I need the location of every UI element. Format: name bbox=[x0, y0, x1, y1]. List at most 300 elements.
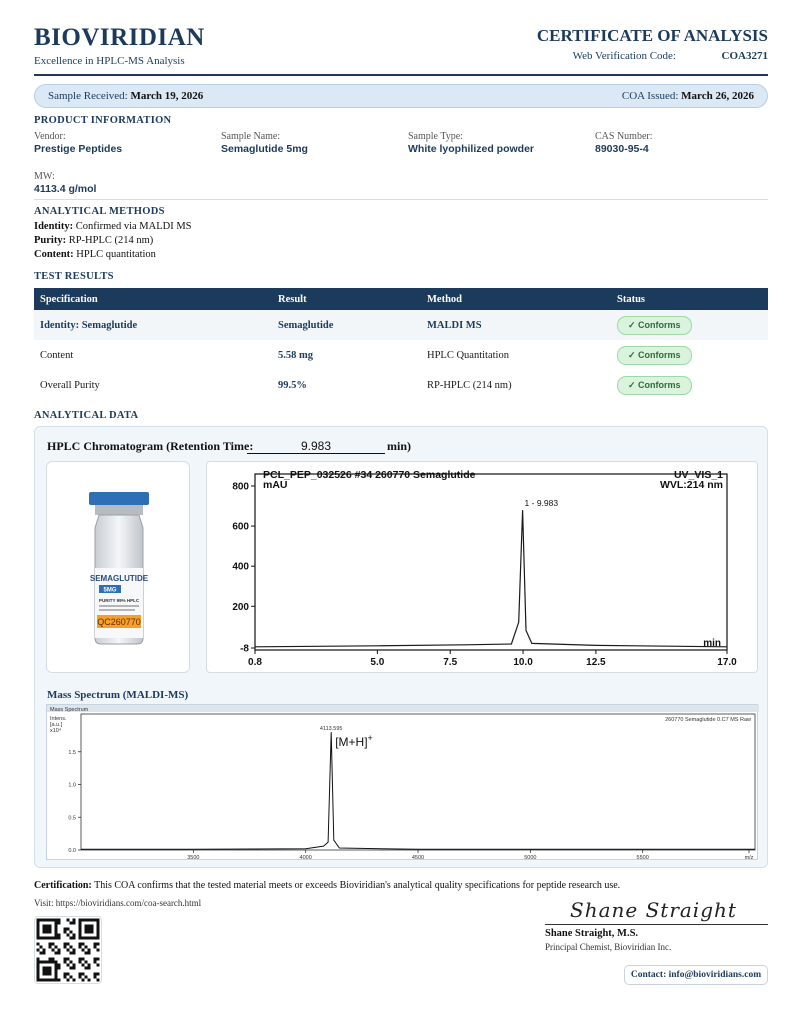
qr-module bbox=[55, 970, 58, 973]
qr-module bbox=[49, 943, 52, 946]
qr-module bbox=[67, 949, 70, 952]
row-status bbox=[611, 340, 768, 370]
qr-module bbox=[79, 928, 82, 931]
qr-module bbox=[52, 937, 55, 940]
chromatogram-chart bbox=[207, 462, 759, 674]
qr-module bbox=[55, 922, 58, 925]
qr-module bbox=[82, 964, 85, 967]
qr-module bbox=[73, 952, 76, 955]
qr-module bbox=[49, 979, 52, 982]
qr-module bbox=[97, 925, 100, 928]
certification-statement bbox=[34, 880, 620, 891]
row-method: MALDI MS bbox=[421, 310, 611, 340]
qr-module bbox=[97, 964, 100, 967]
verification-label: Web Verification Code: bbox=[572, 50, 676, 62]
qr-module bbox=[67, 958, 70, 961]
qr-module bbox=[79, 958, 82, 961]
signature: Shane Straight bbox=[570, 898, 737, 922]
qr-module bbox=[82, 979, 85, 982]
row-spec: Overall Purity bbox=[40, 379, 100, 391]
qr-module bbox=[43, 925, 46, 928]
qr-module bbox=[46, 928, 49, 931]
qr-module bbox=[79, 931, 82, 934]
chromatogram-x-tick-label: 0.8 bbox=[248, 657, 262, 668]
qr-module bbox=[37, 934, 40, 937]
qr-module bbox=[64, 973, 67, 976]
qr-module bbox=[94, 946, 97, 949]
chromatogram-detector: UV_VIS_1 bbox=[673, 469, 723, 481]
qr-module bbox=[43, 961, 46, 964]
mass-spectrum-title: Mass Spectrum (MALDI-MS) bbox=[47, 689, 189, 701]
qr-module bbox=[70, 931, 73, 934]
results-table bbox=[34, 288, 768, 400]
qr-module bbox=[52, 919, 55, 922]
qr-module bbox=[88, 931, 91, 934]
qr-module bbox=[94, 937, 97, 940]
qr-module bbox=[46, 970, 49, 973]
chromatogram-wavelength: WVL:214 nm bbox=[659, 479, 723, 491]
qr-module bbox=[46, 931, 49, 934]
ms-y-tick-label: 1.0 bbox=[68, 782, 76, 789]
ms-x-tick-label: 5500 bbox=[636, 855, 649, 861]
qr-module bbox=[97, 934, 100, 937]
qr-module bbox=[97, 958, 100, 961]
qr-module bbox=[70, 967, 73, 970]
vial-fineprint bbox=[99, 605, 139, 607]
verification-code: COA3271 bbox=[721, 50, 768, 62]
qr-module bbox=[55, 976, 58, 979]
row-status bbox=[611, 370, 768, 400]
qr-module bbox=[94, 976, 97, 979]
qr-module bbox=[58, 979, 61, 982]
ms-x-tick-label: 4500 bbox=[411, 855, 425, 861]
qr-module bbox=[67, 919, 70, 922]
ms-x-tick-label: m/z bbox=[744, 855, 754, 861]
qr-module bbox=[49, 973, 52, 976]
qr-module bbox=[73, 919, 76, 922]
vial-cap bbox=[89, 492, 149, 505]
qr-module bbox=[37, 979, 40, 982]
qr-module bbox=[70, 976, 73, 979]
qr-module bbox=[91, 928, 94, 931]
qr-module bbox=[37, 958, 40, 961]
qr-module bbox=[52, 979, 55, 982]
chromatogram-x-tick-label: 17.0 bbox=[717, 657, 737, 668]
qr-module bbox=[58, 952, 61, 955]
qr-module bbox=[37, 931, 40, 934]
ms-ion-text: [M+H] bbox=[335, 735, 368, 750]
method-content-label: Content: bbox=[34, 249, 74, 260]
methods-title: ANALYTICAL METHODS bbox=[34, 206, 165, 217]
sample-type-label: Sample Type: bbox=[408, 131, 463, 142]
ms-ylabel-top: Intens. bbox=[50, 716, 67, 722]
qr-module bbox=[70, 937, 73, 940]
qr-module bbox=[37, 967, 40, 970]
qr-module bbox=[37, 922, 40, 925]
qr-module bbox=[70, 946, 73, 949]
ms-panel-label: Mass Spectrum bbox=[50, 707, 89, 713]
ms-ylabel-unit: [a.u.] bbox=[50, 722, 63, 728]
qr-module bbox=[88, 925, 91, 928]
qr-module bbox=[64, 946, 67, 949]
qr-module bbox=[85, 952, 88, 955]
qr-module bbox=[85, 931, 88, 934]
qr-module bbox=[82, 943, 85, 946]
method-purity-label: Purity: bbox=[34, 235, 67, 246]
conforms-badge: ✓ Conforms bbox=[617, 376, 692, 395]
ms-x-ticks bbox=[187, 850, 753, 861]
qr-module bbox=[37, 970, 40, 973]
qr-module bbox=[52, 949, 55, 952]
qr-module bbox=[79, 925, 82, 928]
qr-module bbox=[37, 937, 40, 940]
qr-module bbox=[37, 973, 40, 976]
qr-module bbox=[73, 934, 76, 937]
qr-module bbox=[49, 925, 52, 928]
ms-y-ticks bbox=[68, 750, 81, 854]
qr-module bbox=[37, 976, 40, 979]
row-status bbox=[611, 310, 768, 340]
header-divider bbox=[34, 74, 768, 76]
chromatogram-xlabel: min bbox=[703, 638, 721, 649]
ms-frame bbox=[81, 714, 755, 850]
qr-module bbox=[88, 979, 91, 982]
qr-module bbox=[67, 973, 70, 976]
qr-module bbox=[91, 919, 94, 922]
qr-module bbox=[46, 961, 49, 964]
qr-module bbox=[49, 958, 52, 961]
vial-illustration bbox=[47, 462, 191, 674]
qr-module bbox=[58, 922, 61, 925]
qr-module bbox=[82, 949, 85, 952]
qr-module bbox=[43, 973, 46, 976]
row-result: 5.58 mg bbox=[278, 349, 313, 361]
qr-module bbox=[70, 952, 73, 955]
qr-module bbox=[85, 967, 88, 970]
chromatogram-y-tick-label: 800 bbox=[232, 481, 249, 493]
qr-module bbox=[55, 925, 58, 928]
qr-module bbox=[37, 949, 40, 952]
qr-module bbox=[40, 979, 43, 982]
qr-module bbox=[67, 964, 70, 967]
qr-module bbox=[79, 946, 82, 949]
qr-module bbox=[64, 928, 67, 931]
brand-name: BIOVIRIDIAN bbox=[34, 24, 205, 51]
qr-module bbox=[64, 961, 67, 964]
qr-module bbox=[73, 937, 76, 940]
qr-module bbox=[85, 946, 88, 949]
signer-role: Principal Chemist, Bioviridian Inc. bbox=[545, 942, 672, 952]
header-method: Method bbox=[421, 288, 611, 310]
qr-module bbox=[85, 919, 88, 922]
ms-x-tick-label: 5000 bbox=[524, 855, 537, 861]
qr-module bbox=[37, 925, 40, 928]
qr-module bbox=[43, 937, 46, 940]
dates-bar bbox=[34, 84, 768, 108]
cas-value: 89030-95-4 bbox=[595, 143, 649, 155]
brand-tagline: Excellence in HPLC-MS Analysis bbox=[34, 55, 185, 67]
qr-module bbox=[85, 976, 88, 979]
cas-label: CAS Number: bbox=[595, 131, 653, 142]
qr-module bbox=[37, 943, 40, 946]
vial-crimp bbox=[95, 505, 143, 515]
method-purity-value: RP-HPLC (214 nm) bbox=[68, 235, 154, 246]
ms-y-tick-label: 1.5 bbox=[68, 749, 76, 756]
ms-panel-header bbox=[47, 705, 759, 712]
qr-module bbox=[82, 958, 85, 961]
chromatogram-y-tick-label: -8 bbox=[240, 643, 249, 655]
chromatogram-y-tick-label: 200 bbox=[232, 601, 249, 613]
chromatogram-frame bbox=[255, 474, 727, 650]
qr-module bbox=[37, 961, 40, 964]
table-row bbox=[34, 370, 768, 400]
qr-module bbox=[55, 979, 58, 982]
qr-module bbox=[82, 973, 85, 976]
qr-module bbox=[55, 952, 58, 955]
qr-module bbox=[46, 925, 49, 928]
qr-module bbox=[97, 979, 100, 982]
qr-module bbox=[97, 949, 100, 952]
mw-value: 4113.4 g/mol bbox=[34, 183, 97, 195]
section-divider bbox=[34, 199, 768, 200]
ms-ion-charge: + bbox=[367, 733, 373, 744]
qr-code[interactable] bbox=[34, 916, 102, 984]
qr-module bbox=[97, 922, 100, 925]
analytical-data-title: ANALYTICAL DATA bbox=[34, 410, 139, 421]
qr-module bbox=[55, 928, 58, 931]
qr-module bbox=[85, 928, 88, 931]
method-content-value: HPLC quantitation bbox=[76, 249, 156, 260]
qr-module bbox=[91, 931, 94, 934]
qr-module bbox=[43, 928, 46, 931]
qr-module bbox=[70, 961, 73, 964]
qr-module bbox=[58, 964, 61, 967]
retention-time-unit: min) bbox=[387, 439, 411, 453]
coa-issued bbox=[622, 90, 754, 102]
verification-link[interactable]: Visit: https://bioviridians.com/coa-search.html bbox=[34, 898, 202, 908]
qr-module bbox=[97, 973, 100, 976]
qr-module bbox=[58, 919, 61, 922]
qr-module bbox=[58, 949, 61, 952]
vendor-value: Prestige Peptides bbox=[34, 143, 123, 155]
qr-module bbox=[79, 943, 82, 946]
qr-module bbox=[73, 949, 76, 952]
qr-module bbox=[94, 943, 97, 946]
mass-spectrum-box bbox=[46, 704, 758, 860]
qr-module bbox=[49, 919, 52, 922]
sample-type-value: White lyophilized powder bbox=[408, 143, 534, 155]
qr-module bbox=[73, 922, 76, 925]
contact-email[interactable]: Contact: info@bioviridians.com bbox=[624, 965, 768, 985]
chromatogram-x-tick-label: 10.0 bbox=[513, 657, 533, 668]
vial-lot-text: QC260770 bbox=[97, 617, 141, 627]
qr-module bbox=[43, 952, 46, 955]
sample-name-label: Sample Name: bbox=[221, 131, 281, 142]
qr-module bbox=[40, 946, 43, 949]
qr-module bbox=[43, 919, 46, 922]
qr-module bbox=[85, 925, 88, 928]
table-row bbox=[34, 310, 768, 340]
chromatogram-x-tick-label: 5.0 bbox=[370, 657, 385, 668]
retention-time-value: 9.983 bbox=[247, 439, 385, 454]
ms-run-label: 260770 Semaglutide 0.C7 MS Raw bbox=[665, 717, 751, 723]
mass-spectrum-chart bbox=[47, 705, 759, 861]
ms-y-tick-label: 0.5 bbox=[68, 815, 76, 822]
method-identity bbox=[34, 221, 192, 232]
vial-fineprint bbox=[99, 609, 135, 611]
qr-module bbox=[58, 937, 61, 940]
signer-name: Shane Straight, M.S. bbox=[545, 928, 639, 939]
qr-module bbox=[43, 949, 46, 952]
qr-module bbox=[91, 937, 94, 940]
method-identity-value: Confirmed via MALDI MS bbox=[75, 221, 192, 232]
qr-module bbox=[85, 961, 88, 964]
vial-dose-text: 5MG bbox=[103, 587, 117, 594]
qr-module bbox=[79, 922, 82, 925]
sample-name-value: Semaglutide 5mg bbox=[221, 143, 308, 155]
chromatogram-y-tick-label: 400 bbox=[232, 561, 249, 573]
vial-product-text: SEMAGLUTIDE bbox=[89, 574, 149, 583]
vial-purity-text: PURITY 99% HPLC bbox=[99, 598, 140, 603]
coa-issued-label: COA Issued: bbox=[621, 90, 679, 102]
qr-module bbox=[79, 934, 82, 937]
qr-module bbox=[40, 952, 43, 955]
qr-module bbox=[52, 958, 55, 961]
header-result: Result bbox=[272, 288, 421, 310]
qr-module bbox=[37, 919, 40, 922]
certification-text: This COA confirms that the tested material meets or exceeds Bioviridian's analytical quality specifications for peptide research use. bbox=[94, 880, 621, 891]
qr-module bbox=[55, 961, 58, 964]
qr-module bbox=[49, 967, 52, 970]
chromatogram-x-ticks bbox=[248, 650, 737, 668]
ms-y-multiplier: x10⁴ bbox=[50, 728, 62, 734]
qr-module bbox=[58, 967, 61, 970]
product-info-title: PRODUCT INFORMATION bbox=[34, 115, 172, 126]
qr-module bbox=[55, 964, 58, 967]
qr-module bbox=[46, 973, 49, 976]
qr-module bbox=[82, 937, 85, 940]
chromatogram-box bbox=[206, 461, 758, 673]
qr-module bbox=[49, 937, 52, 940]
qr-module bbox=[85, 937, 88, 940]
coa-issued-value: March 26, 2026 bbox=[681, 90, 754, 102]
qr-module bbox=[79, 961, 82, 964]
document-title: CERTIFICATE OF ANALYSIS bbox=[536, 26, 768, 45]
ms-peak-label: 4113.595 bbox=[319, 726, 343, 733]
qr-module bbox=[79, 937, 82, 940]
qr-module bbox=[40, 961, 43, 964]
qr-module bbox=[88, 919, 91, 922]
qr-module bbox=[88, 949, 91, 952]
qr-module bbox=[52, 943, 55, 946]
qr-module bbox=[55, 967, 58, 970]
qr-module bbox=[49, 970, 52, 973]
vial-image-box bbox=[46, 461, 190, 673]
vendor-label: Vendor: bbox=[34, 131, 66, 142]
qr-module bbox=[82, 919, 85, 922]
sample-received-value: March 19, 2026 bbox=[130, 90, 204, 102]
method-identity-label: Identity: bbox=[34, 221, 74, 232]
qr-module bbox=[40, 937, 43, 940]
qr-module bbox=[49, 931, 52, 934]
chromatogram-y-ticks bbox=[232, 482, 255, 655]
qr-module bbox=[73, 967, 76, 970]
qr-module bbox=[94, 919, 97, 922]
qr-module bbox=[64, 958, 67, 961]
method-content bbox=[34, 249, 156, 260]
analytical-data-panel bbox=[34, 426, 768, 868]
qr-module bbox=[73, 979, 76, 982]
qr-module bbox=[67, 943, 70, 946]
sample-received-label: Sample Received: bbox=[48, 90, 128, 102]
qr-module bbox=[88, 937, 91, 940]
certification-label: Certification: bbox=[34, 880, 92, 891]
qr-module bbox=[55, 937, 58, 940]
qr-module bbox=[79, 973, 82, 976]
qr-module bbox=[70, 922, 73, 925]
qr-module bbox=[94, 973, 97, 976]
chromatogram-ylabel: mAU bbox=[263, 479, 288, 491]
qr-module bbox=[88, 964, 91, 967]
qr-module bbox=[49, 946, 52, 949]
qr-module bbox=[46, 979, 49, 982]
ms-x-tick-label: 4000 bbox=[299, 855, 312, 861]
qr-module bbox=[46, 967, 49, 970]
qr-module bbox=[43, 967, 46, 970]
ms-ion-label bbox=[335, 733, 373, 749]
qr-module bbox=[67, 934, 70, 937]
signature-line bbox=[545, 924, 768, 925]
qr-module bbox=[91, 925, 94, 928]
qr-module bbox=[88, 928, 91, 931]
qr-module bbox=[94, 958, 97, 961]
row-method: HPLC Quantitation bbox=[427, 349, 509, 361]
header-status: Status bbox=[611, 288, 768, 310]
qr-module bbox=[79, 976, 82, 979]
chromatogram-peak-label: 1 - 9.983 bbox=[524, 498, 559, 509]
chromatogram-y-tick-label: 600 bbox=[232, 521, 249, 533]
results-header-row bbox=[34, 288, 768, 310]
qr-module bbox=[73, 964, 76, 967]
qr-module bbox=[43, 970, 46, 973]
ms-x-tick-label: 3500 bbox=[187, 855, 200, 861]
qr-module bbox=[97, 937, 100, 940]
conforms-badge: ✓ Conforms bbox=[617, 346, 692, 365]
qr-module bbox=[46, 937, 49, 940]
qr-module bbox=[40, 919, 43, 922]
qr-module bbox=[58, 934, 61, 937]
qr-module bbox=[49, 961, 52, 964]
qr-module bbox=[49, 928, 52, 931]
qr-module bbox=[43, 931, 46, 934]
qr-module bbox=[88, 967, 91, 970]
hplc-title: HPLC Chromatogram (Retention Time: bbox=[47, 439, 254, 453]
qr-module bbox=[43, 979, 46, 982]
qr-module bbox=[94, 961, 97, 964]
results-title: TEST RESULTS bbox=[34, 271, 114, 282]
qr-module bbox=[55, 931, 58, 934]
qr-module bbox=[64, 943, 67, 946]
qr-module bbox=[55, 946, 58, 949]
qr-module bbox=[88, 952, 91, 955]
qr-module bbox=[97, 919, 100, 922]
row-spec: Identity: Semaglutide bbox=[34, 310, 272, 340]
row-result: 99.5% bbox=[278, 379, 307, 391]
table-row bbox=[34, 340, 768, 370]
row-method: RP-HPLC (214 nm) bbox=[427, 379, 512, 391]
qr-module bbox=[67, 979, 70, 982]
qr-module bbox=[97, 928, 100, 931]
